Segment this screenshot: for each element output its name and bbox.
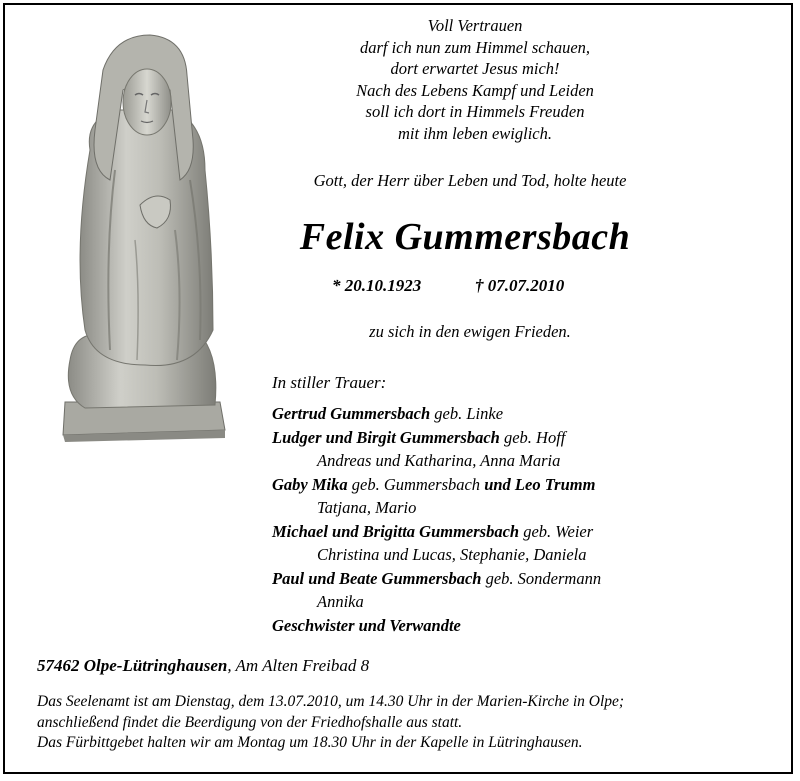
mourner-row: [272, 567, 601, 591]
mourner-name: Geschwister und Verwandte: [272, 615, 461, 635]
mourner-name: Ludger und Birgit Gummersbach: [272, 427, 500, 447]
mourner-name: Paul und Beate Gummersbach: [272, 568, 482, 588]
mourner-detail: geb. Sondermann: [481, 568, 602, 588]
closing-text: zu sich in den ewigen Frieden.: [369, 322, 571, 341]
deceased-name: Felix Gummersbach: [299, 216, 631, 258]
poem-line: dort erwartet Jesus mich!: [390, 59, 560, 78]
mourner-detail: Tatjana, Mario: [317, 498, 417, 517]
mourner-children-row: [272, 543, 601, 567]
service-note-line: Das Seelenamt ist am Dienstag, dem 13.07.2010, um 14.30 Uhr in der Marien-Kirche in Olpe;: [37, 693, 625, 710]
mourner-name: und Leo Trumm: [484, 474, 596, 494]
address-street: , Am Alten Freibad 8: [227, 656, 370, 675]
mourning-heading: In stiller Trauer:: [272, 373, 387, 392]
family-address: [37, 656, 369, 676]
poem-line: Voll Vertrauen: [427, 16, 523, 35]
service-note-line: Das Fürbittgebet halten wir am Montag um 18.30 Uhr in der Kapelle in Lütringhausen.: [37, 734, 583, 751]
mourner-detail: Andreas und Katharina, Anna Maria: [317, 451, 561, 470]
poem-line: Nach des Lebens Kampf und Leiden: [356, 80, 594, 100]
mourner-row: [272, 473, 601, 497]
mourner-children-row: [272, 590, 601, 614]
mourner-name: Michael und Brigitta Gummersbach: [272, 521, 520, 541]
obituary-notice: [3, 3, 793, 774]
mourner-row: [272, 614, 601, 638]
mourner-name: Gertrud Gummersbach: [272, 404, 431, 423]
mourner-detail: geb. Weier: [519, 521, 594, 541]
mourners-list: [272, 402, 601, 637]
mourner-detail: geb. Linke: [430, 404, 504, 423]
poem-line: mit ihm leben ewiglich.: [398, 123, 552, 143]
mourner-detail: Christina und Lucas, Stephanie, Daniela: [317, 545, 587, 564]
mourner-detail: geb. Hoff: [499, 427, 566, 447]
service-note-line: anschließend findet die Beerdigung von der Friedhofshalle aus statt.: [37, 713, 463, 731]
mourner-children-row: [272, 449, 601, 473]
birth-date: * 20.10.1923: [332, 276, 422, 295]
address-city: 57462 Olpe-Lütringhausen: [37, 656, 228, 675]
service-notes: [37, 692, 624, 754]
mourner-children-row: [272, 496, 601, 520]
mourner-row: [272, 402, 601, 426]
mourner-row: [272, 520, 601, 544]
poem-line: darf ich nun zum Himmel schauen,: [359, 37, 591, 57]
mourner-row: [272, 426, 601, 450]
poem: [305, 15, 645, 144]
mourner-name: Gaby Mika: [272, 474, 348, 494]
mourner-detail: geb. Gummersbach: [347, 474, 485, 494]
mourner-detail: Annika: [317, 592, 364, 611]
kneeling-madonna-statue-image: [45, 30, 245, 450]
death-date: † 07.07.2010: [475, 276, 565, 295]
intro-text: Gott, der Herr über Leben und Tod, holte heute: [313, 171, 627, 190]
poem-line: soll ich dort in Himmels Freuden: [365, 102, 585, 121]
